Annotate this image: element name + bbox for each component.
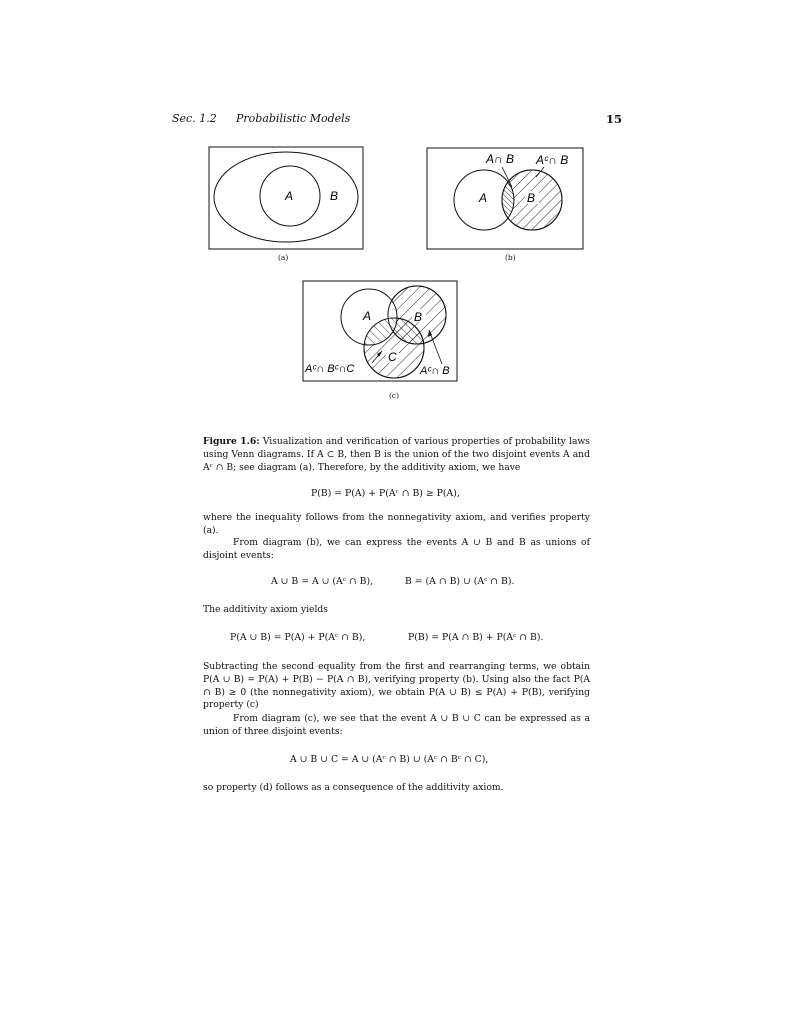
paragraph-1: where the inequality follows from the nonnegativity axiom, and verifies property (a).	[203, 512, 590, 536]
label-a-b: A	[479, 191, 488, 205]
label-b-b: B	[527, 191, 536, 205]
venn-diagram-c	[302, 280, 458, 382]
running-title: Probabilistic Models	[236, 112, 351, 125]
figure-caption	[203, 436, 590, 474]
venn-diagram-b	[426, 147, 584, 250]
label-a-c: A	[363, 309, 372, 323]
caption-c: (c)	[389, 391, 400, 400]
figure-label: Figure 1.6:	[203, 436, 260, 447]
equation-2b: B = (A ∩ B) ∪ (Aᶜ ∩ B).	[405, 576, 515, 587]
venn-diagram-a	[208, 146, 364, 250]
label-c-c: C	[388, 350, 397, 364]
equation-2a: A ∪ B = A ∪ (Aᶜ ∩ B),	[271, 576, 374, 587]
label-a: A	[285, 189, 294, 203]
caption-a: (a)	[278, 253, 289, 262]
equation-4: A ∪ B ∪ C = A ∪ (Aᶜ ∩ B) ∪ (Aᶜ ∩ Bᶜ ∩ C),	[290, 754, 489, 765]
equation-3a: P(A ∪ B) = P(A) + P(Aᶜ ∩ B),	[230, 632, 366, 643]
equation-3b: P(B) = P(A ∩ B) + P(Aᶜ ∩ B).	[408, 632, 544, 643]
label-ac-b-c: Aᶜ∩ B	[420, 365, 450, 377]
paragraph-4: Subtracting the second equality from the first and rearranging terms, we obtain P(A ∪ B) = P(A) + P(B) − P(A ∩ B), verifying property (b). Using also the fact P(A ∩ B) ≥ 0 (the nonnegativity axiom), we obtain P(A ∪ B) ≤ P(A) + P(B), verifying property (c)	[203, 661, 590, 711]
caption-b: (b)	[505, 253, 516, 262]
label-b-c: B	[414, 310, 423, 324]
paragraph-2: From diagram (b), we can express the events A ∪ B and B as unions of disjoint events:	[203, 537, 590, 561]
paragraph-6: so property (d) follows as a consequence of the additivity axiom.	[203, 782, 504, 793]
equation-1: P(B) = P(A) + P(Aᶜ ∩ B) ≥ P(A),	[311, 488, 460, 499]
label-b: B	[330, 189, 339, 203]
figure-caption-text: Visualization and verification of various properties of probability laws using Venn diagrams. If A ⊂ B, then B is the union of the two disjoint events A and Aᶜ ∩ B; see diagram (a). Therefore, by the additivity axiom, we have	[203, 436, 591, 473]
label-ac-bc-c: Aᶜ∩ Bᶜ∩C	[305, 363, 355, 375]
section-label: Sec. 1.2	[172, 112, 217, 125]
paragraph-3: The additivity axiom yields	[203, 604, 329, 615]
label-ac-and-b: Aᶜ∩ B	[536, 153, 569, 167]
paragraph-5: From diagram (c), we see that the event A ∪ B ∪ C can be expressed as a union of three disjoint events:	[203, 713, 590, 737]
label-a-and-b: A∩ B	[486, 152, 514, 166]
page-number: 15	[606, 112, 623, 126]
